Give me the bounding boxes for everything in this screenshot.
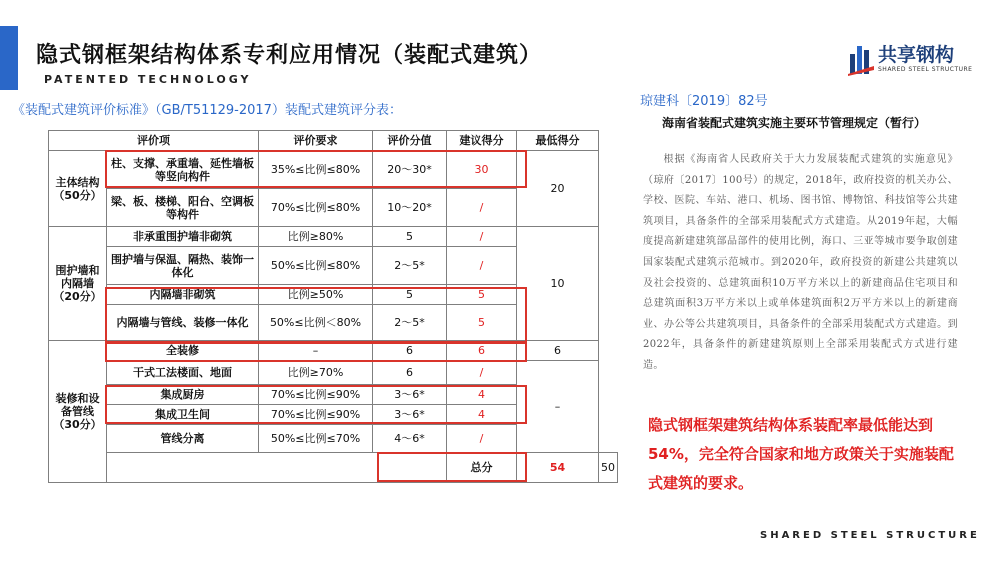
- min-total: 50: [599, 453, 618, 483]
- score-table: [48, 130, 618, 483]
- header-score: 评价分值: [373, 131, 447, 151]
- table-row: [49, 361, 618, 385]
- row-requirement: 50%≤比例≤80%: [259, 247, 373, 285]
- row-item: 非承重围护墙非砌筑: [107, 227, 259, 247]
- row-suggest: /: [447, 227, 517, 247]
- row-requirement: 比例≥80%: [259, 227, 373, 247]
- row-item: 内隔墙非砌筑: [107, 285, 259, 305]
- page-subtitle: PATENTED TECHNOLOGY: [44, 73, 252, 86]
- group-enclosure: 围护墙和内隔墙（20分）: [49, 227, 107, 341]
- row-suggest: /: [447, 247, 517, 285]
- title-accent-bar: [0, 26, 18, 90]
- logo-tagline: SHARED STEEL STRUCTURE: [878, 66, 973, 73]
- row-requirement: 比例≥50%: [259, 285, 373, 305]
- row-score: 4～6*: [373, 425, 447, 453]
- document-title: 海南省装配式建筑实施主要环节管理规定（暂行）: [662, 116, 927, 130]
- row-requirement: 70%≤比例≤90%: [259, 405, 373, 425]
- min-full-decoration: 6: [517, 341, 599, 361]
- page-title: 隐式钢框架结构体系专利应用情况（装配式建筑）: [36, 43, 543, 68]
- row-item: 全装修: [107, 341, 259, 361]
- row-score: 2～5*: [373, 247, 447, 285]
- row-item: 柱、支撑、承重墙、延性墙板等竖向构件: [107, 151, 259, 189]
- row-requirement: 70%≤比例≤90%: [259, 385, 373, 405]
- header-min: 最低得分: [517, 131, 599, 151]
- row-requirement: 比例≥70%: [259, 361, 373, 385]
- min-decoration-rest: –: [517, 361, 599, 453]
- company-logo: [848, 40, 978, 80]
- logo-name: 共享钢构: [878, 44, 955, 66]
- row-suggest: 5: [447, 305, 517, 341]
- row-score: 5: [373, 227, 447, 247]
- row-suggest: 4: [447, 385, 517, 405]
- row-item: 管线分离: [107, 425, 259, 453]
- row-score: 2～5*: [373, 305, 447, 341]
- row-score: 3～6*: [373, 405, 447, 425]
- row-score: 5: [373, 285, 447, 305]
- total-value: 54: [517, 453, 599, 483]
- row-requirement: 50%≤比例＜80%: [259, 305, 373, 341]
- min-main: 20: [517, 151, 599, 227]
- row-requirement: 35%≤比例≤80%: [259, 151, 373, 189]
- table-caption: 《装配式建筑评价标准》（GB/T51129-2017）装配式建筑评分表：: [12, 103, 402, 118]
- row-item: 梁、板、楼梯、阳台、空调板等构件: [107, 189, 259, 227]
- table-row: [49, 151, 618, 189]
- row-suggest: 5: [447, 285, 517, 305]
- row-item: 围护墙与保温、隔热、装饰一体化: [107, 247, 259, 285]
- total-label: 总分: [447, 453, 517, 483]
- building-logo-icon: [848, 40, 874, 76]
- group-main: 主体结构（50分）: [49, 151, 107, 227]
- row-item: 内隔墙与管线、装修一体化: [107, 305, 259, 341]
- footer-brand: SHARED STEEL STRUCTURE: [760, 530, 980, 541]
- header-requirement: 评价要求: [259, 131, 373, 151]
- header-suggest: 建议得分: [447, 131, 517, 151]
- row-suggest: /: [447, 425, 517, 453]
- min-enclosure: 10: [517, 227, 599, 341]
- header-item: 评价项: [49, 131, 259, 151]
- total-blank: [107, 453, 447, 483]
- table-total-row: [49, 453, 618, 483]
- table-row: [49, 227, 618, 247]
- row-item: 干式工法楼面、地面: [107, 361, 259, 385]
- row-suggest: 30: [447, 151, 517, 189]
- row-suggest: /: [447, 361, 517, 385]
- table-header-row: [49, 131, 618, 151]
- row-suggest: 6: [447, 341, 517, 361]
- row-requirement: –: [259, 341, 373, 361]
- row-item: 集成卫生间: [107, 405, 259, 425]
- row-suggest: /: [447, 189, 517, 227]
- row-score: 6: [373, 361, 447, 385]
- group-decoration: 装修和设备管线（30分）: [49, 341, 107, 483]
- row-item: 集成厨房: [107, 385, 259, 405]
- row-score: 10～20*: [373, 189, 447, 227]
- table-row: [49, 341, 618, 361]
- row-requirement: 70%≤比例≤80%: [259, 189, 373, 227]
- row-score: 6: [373, 341, 447, 361]
- document-body: [643, 150, 958, 377]
- document-number: 琼建科〔2019〕82号: [640, 94, 768, 109]
- conclusion-text: 隐式钢框架建筑结构体系装配率最低能达到54%，完全符合国家和地方政策关于实施装配式建筑的要求。: [648, 416, 954, 492]
- row-score: 3～6*: [373, 385, 447, 405]
- row-suggest: 4: [447, 405, 517, 425]
- document-body-text: 根据《海南省人民政府关于大力发展装配式建筑的实施意见》（琼府〔2017〕100号）的规定，2018年，政府投资的机关办公、学校、医院、车站、港口、机场、图书馆、博物馆、科技馆等公共建筑项目，具备条件的全部采用装配式方式建造。从2019年起，大幅度提高新建建筑部品部件的使用比例，海口、三亚等城市要争取创建国家装配式建筑示范城市。到2020年，政府投资的新建公共建筑以及社会投资的、总建筑面积10万平方米以上的新建商品住宅项目和总建筑面积3万平方米以上或单体建筑面积2万平方米以上的新建商业、办公等公共建筑项目，具备条件的全部采用装配式方式建造。到2022年，具备条件的新建建筑原则上全部采用装配式方式进行建造。: [643, 154, 958, 371]
- row-score: 20～30*: [373, 151, 447, 189]
- row-requirement: 50%≤比例≤70%: [259, 425, 373, 453]
